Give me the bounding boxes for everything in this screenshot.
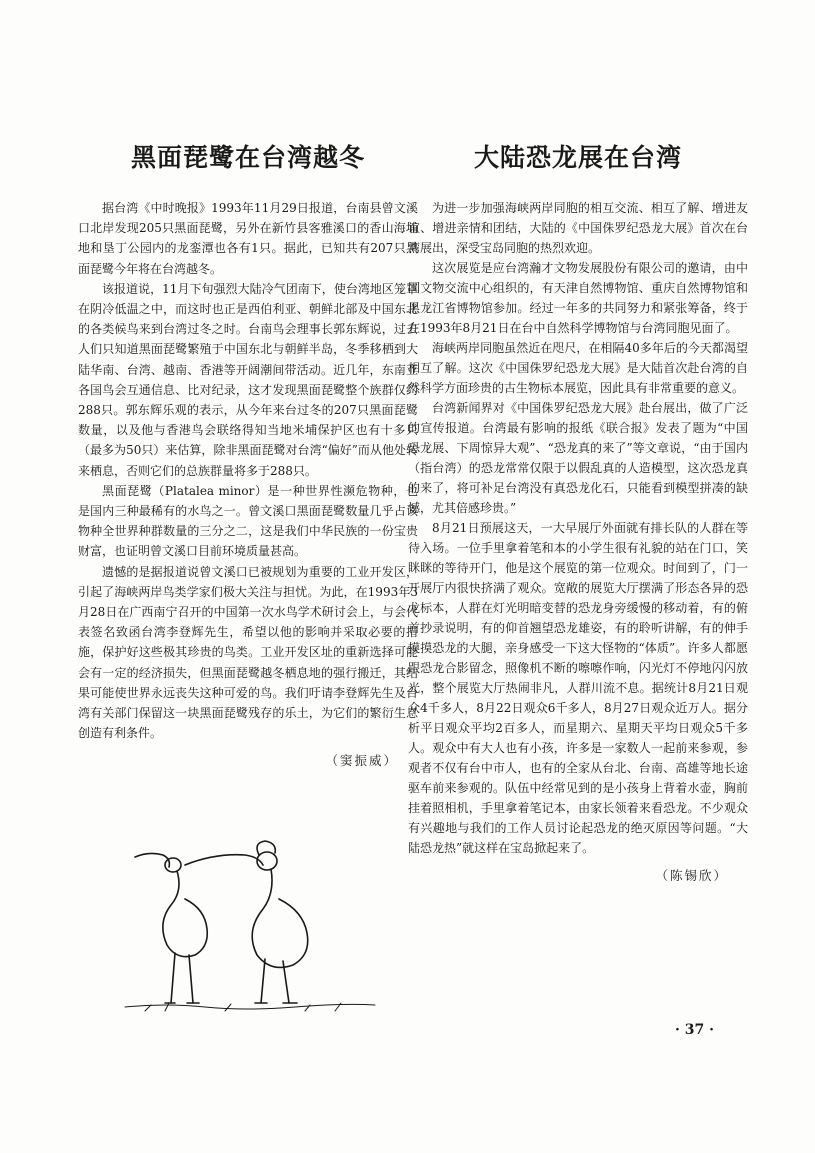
- left-article-title: 黑面琵鹭在台湾越冬: [130, 143, 365, 172]
- right-article-paragraph: 台湾新闻界对《中国侏罗纪恐龙大展》赴台展出，做了广泛的宣传报道。台湾最有影响的报纸《联合报》发表了题为“中国恐龙展、下周惊异大观”、“恐龙真的来了”等文章说，“由于国内（指台湾）的恐龙常常仅限于以假乱真的人造模型，这次恐龙真的来了，将可补足台湾没有真恐龙化石，只能看到模型拼凑的缺憾，尤其倍感珍贵。”: [408, 401, 748, 515]
- right-article-paragraph: 8月21日预展这天，一大早展厅外面就有排长队的人群在等待入场。一位手里拿着笔和本的小学生很有礼貌的站在门口，笑眯眯的等待开门，他是这个展览的第一位观众。时间到了，门一开展厅内很快挤满了观众。宽敞的展览大厅摆满了形态各异的恐龙标本，人群在灯光明暗变替的恐龙身旁缓慢的移动着，有的俯首抄录说明，有的仰首翘望恐龙雄姿，有的聆听讲解，有的伸手摸摸恐龙的大腿，亲身感受一下这大怪物的“体质”。许多人都愿跟恐龙合影留念，照像机不断的嚓嚓作响，闪光灯不停地闪闪放光，整个展览大厅热闹非凡，人群川流不息。据统计8月21日观众4千多人，8月22日观众6千多人，8月27日观众近万人。据分析平日观众平均2百多人，而星期六、星期天平均日观众5千多人。观众中有大人也有小孩，许多是一家数人一起前来参观，参观者不仅有台中市人，也有的全家从台北、台南、高雄等地长途驱车前来参观的。队伍中经常见到的是小孩身上背着水壶，胸前挂着照相机，手里拿着笔记本，由家长领着来看恐龙。不少观众有兴趣地与我们的工作人员讨论起恐龙的绝灭原因等问题。“大陆恐龙热”就这样在宝岛掀起来了。: [408, 521, 748, 855]
- spoonbill-pair-icon: [115, 835, 385, 1015]
- right-article-author: （陈锡欣）: [655, 868, 728, 883]
- page-number: · 37 ·: [675, 1022, 714, 1038]
- right-article-title: 大陆恐龙展在台湾: [473, 143, 682, 172]
- left-article-author: （窦振威）: [325, 753, 398, 769]
- left-article: [78, 140, 418, 769]
- left-article-paragraph: 据台湾《中时晚报》1993年11月29日报道，台南县曾文溪口北岸发现205只黑面琵鹭，另外在新竹县客雅溪口的香山海埔地和垦丁公园内的龙銮潭也各有1只。据此，已知共有207只黑面琵鹭今年将在台湾越冬。: [78, 201, 418, 276]
- left-article-paragraph: 黑面琵鹭（Platalea minor）是一种世界性濒危物种，也是国内三种最稀有的水鸟之一。曾文溪口黑面琵鹭数量几乎占该物种全世界种群数量的三分之二，这是我们中华民族的一份宝贵财富，也证明曾文溪口目前环境质量甚高。: [78, 483, 418, 559]
- left-article-paragraph: 遗憾的是据报道说曾文溪口已被规划为重要的工业开发区，引起了海峡两岸鸟类学家们极大关注与担忧。为此，在1993年3月28日在广西南宁召开的中国第一次水鸟学术研讨会上，与会代表签名致函台湾李登辉先生，希望以他的影响并采取必要的措施，保护好这些极其珍贵的鸟类。工业开发区址的重新选择可能会有一定的经济损失，但黑面琵鹭越冬栖息地的强行搬迁，其结果可能使世界永远丧失这种可爱的鸟。我们吁请李登辉先生及台湾有关部门保留这一块黑面琵鹭残存的乐土，为它们的繁衍生息创造有利条件。: [78, 564, 418, 741]
- left-article-paragraph: 该报道说，11月下旬强烈大陆冷气团南下，使台湾地区笼罩在阴冷低温之中，而这时也正是西伯利亚、朝鲜北部及中国东北的各类候鸟来到台湾过冬之时。台南鸟会理事长郭东辉说，过去人们只知道黑面琵鹭繁殖于中国东北与朝鲜半岛，冬季移栖到大陆华南、台湾、越南、香港等开阔潮间带活动。近几年，东南亚各国鸟会互通信息、比对纪录，这才发现黑面琵鹭整个族群仅约288只。郭东辉乐观的表示，从今年来台过冬的207只黑面琵鹭数量，以及他与香港鸟会联络得知当地米埔保护区也有十多只（最多为50只）来估算，除非黑面琵鹭对台湾“偏好”而从他处转来栖息，否则它们的总族群量将多于288只。: [78, 281, 418, 478]
- right-article: [408, 140, 748, 884]
- right-article-paragraph: 为进一步加强海峡两岸同胞的相互交流、相互了解、增进友谊、增进亲情和团结，大陆的《中国侏罗纪恐龙大展》首次在台湾展出，深受宝岛同胞的热烈欢迎。: [408, 201, 748, 255]
- right-article-paragraph: 海峡两岸同胞虽然近在咫尺，在相隔40多年后的今天都渴望相互了解。这次《中国侏罗纪恐龙大展》是大陆首次赴台湾的自然科学方面珍贵的古生物标本展览，因此具有非常重要的意义。: [408, 341, 748, 395]
- right-article-paragraph: 这次展览是应台湾瀚才文物发展股份有限公司的邀请，由中国文物交流中心组织的，有天津自然博物馆、重庆自然博物馆和黑龙江省博物馆参加。经过一年多的共同努力和紧张筹备，终于在1993年8月21日在台中自然科学博物馆与台湾同胞见面了。: [408, 261, 748, 335]
